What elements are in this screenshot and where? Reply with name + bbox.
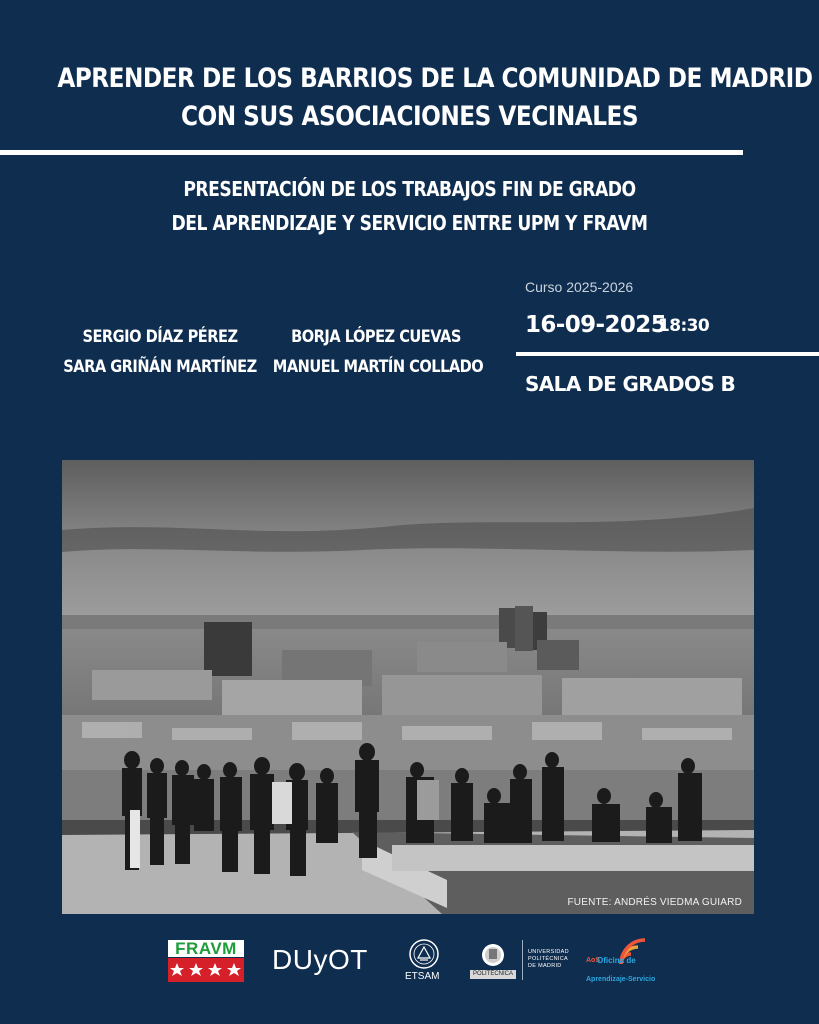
etsam-logo-text: ETSAM — [405, 971, 440, 982]
title-line-2: CON SUS ASOCIACIONES VECINALES — [180, 101, 639, 132]
authors-right — [272, 322, 484, 382]
upm-name-line: DE MADRID — [528, 963, 562, 969]
author-name: BORJA LÓPEZ CUEVAS — [291, 327, 461, 347]
author-name: SERGIO DÍAZ PÉREZ — [82, 327, 238, 347]
course-year: Curso 2025-2026 — [525, 279, 634, 295]
event-room: SALA DE GRADOS B — [525, 372, 736, 396]
fravm-logo — [168, 940, 244, 982]
aps-name-line: Aprendizaje-Servicio — [586, 976, 656, 983]
poster-title — [57, 60, 813, 136]
event-time: 18:30 — [658, 316, 710, 336]
aps-name — [597, 956, 636, 965]
subtitle-line-2: DEL APRENDIZAJE Y SERVICIO ENTRE UPM Y FRAVM — [171, 211, 648, 235]
madrid-skyline-image — [62, 460, 754, 914]
title-line-1: APRENDER DE LOS BARRIOS DE LA COMUNIDAD DE MADRID — [57, 63, 813, 94]
author-name: SARA GRIÑÁN MARTÍNEZ — [63, 357, 257, 377]
photo-credit: FUENTE: ANDRÉS VIEDMA GUIARD — [567, 897, 742, 908]
authors-left — [57, 322, 263, 382]
title-divider — [0, 150, 743, 155]
event-divider — [516, 352, 819, 356]
upm-name-line: POLITÉCNICA — [528, 956, 568, 962]
fravm-flag-icon — [168, 958, 244, 982]
upm-name-line: UNIVERSIDAD — [528, 949, 569, 955]
upm-divider — [522, 940, 523, 980]
logo-strip — [0, 930, 819, 1000]
etsam-emblem-icon — [408, 938, 440, 970]
event-date: 16-09-2025 — [525, 312, 667, 338]
aps-name-line: Oficina de — [597, 956, 636, 965]
city-photo — [62, 460, 754, 914]
aps-short-label: AoS — [586, 957, 600, 964]
upm-label: POLITÉCNICA — [470, 970, 516, 979]
fravm-logo-text: FRAVM — [168, 940, 244, 957]
upm-name — [528, 949, 569, 970]
subtitle-line-1: PRESENTACIÓN DE LOS TRABAJOS FIN DE GRADO — [183, 177, 636, 201]
poster-subtitle — [57, 172, 761, 240]
duyot-logo: DUyOT — [272, 944, 368, 975]
author-name: MANUEL MARTÍN COLLADO — [272, 357, 484, 377]
